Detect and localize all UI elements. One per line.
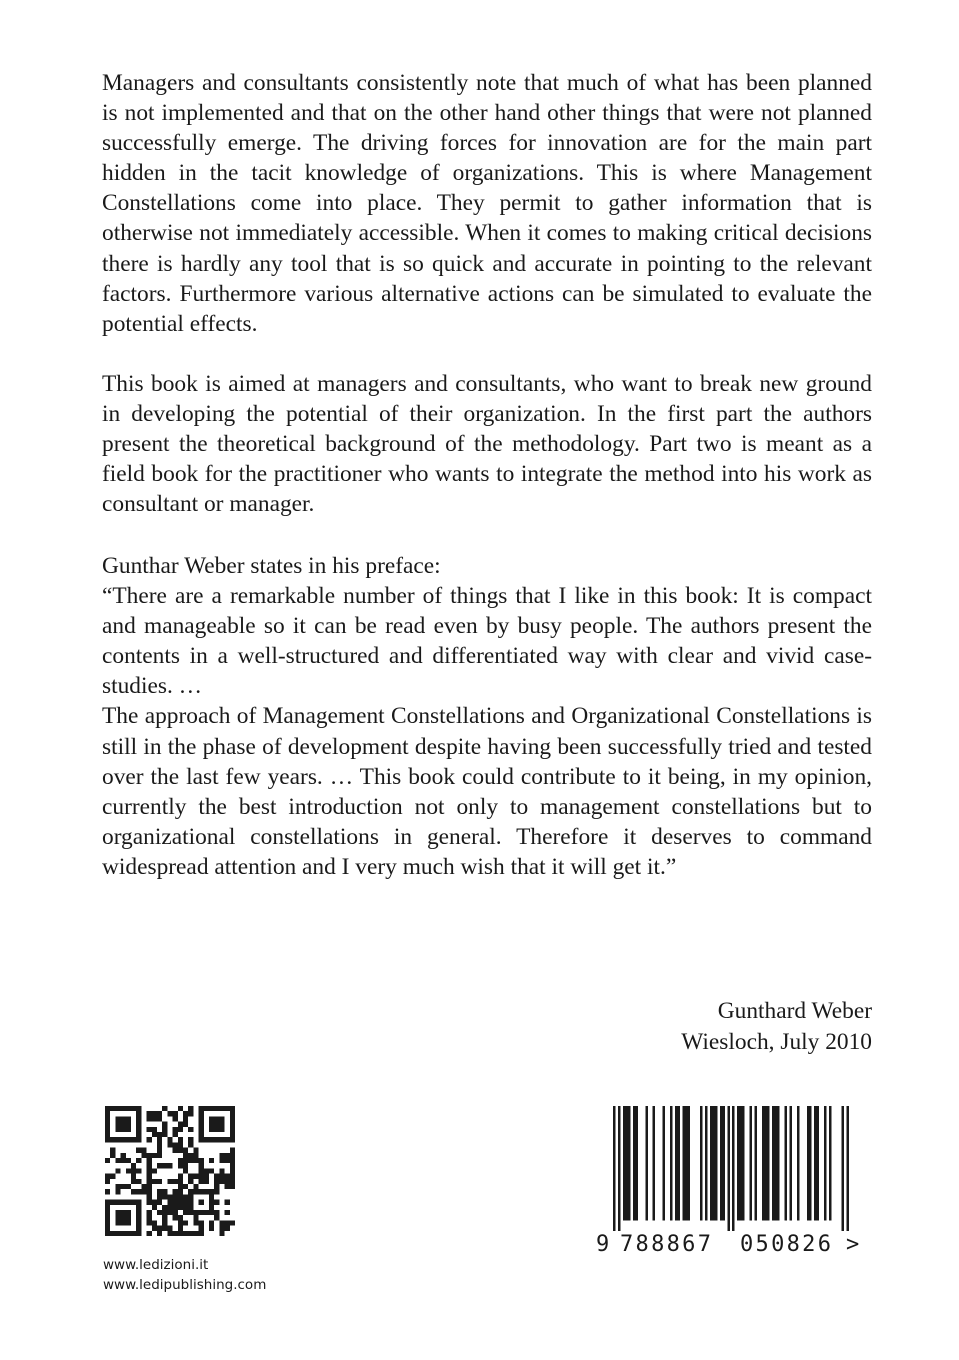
- barcode-bar: [824, 1106, 826, 1221]
- isbn-first-digit: 9: [596, 1232, 610, 1257]
- preface-intro: Gunthar Weber states in his preface:: [102, 553, 441, 579]
- barcode-bar: [742, 1106, 744, 1221]
- barcode-bar: [762, 1106, 764, 1221]
- barcode-bar: [814, 1106, 816, 1221]
- barcode-bar: [683, 1106, 685, 1221]
- barcode-bar: [663, 1106, 665, 1221]
- barcode-bar: [809, 1106, 811, 1221]
- barcode-bar: [633, 1106, 635, 1221]
- barcode-bar: [732, 1106, 734, 1231]
- barcode-bar: [688, 1106, 690, 1221]
- isbn-end-mark: >: [846, 1232, 860, 1257]
- preface-quote-part-2: The approach of Management Constellations and Organizational Constellations is still in the phase of development despite having been successfully tried and tested over the last few years. … This book could contribute to it being, in my opinion, currently the best introduction not only to management constellations but to organizational constellations in general. Therefore it deserves to command widespread attention and I very much wish that it will get it.”: [102, 703, 872, 880]
- barcode-bar: [767, 1106, 769, 1221]
- barcode-bar: [712, 1106, 714, 1221]
- barcode-bar: [727, 1106, 729, 1231]
- barcode-bar: [670, 1106, 672, 1221]
- barcode-bar: [700, 1106, 702, 1221]
- barcode-bar: [777, 1106, 779, 1221]
- barcode-bar: [613, 1106, 615, 1231]
- barcode-bar: [750, 1106, 752, 1221]
- barcode-bar: [685, 1106, 687, 1221]
- barcode-bar: [737, 1106, 739, 1221]
- barcode-bar: [653, 1106, 655, 1221]
- description-text-1: Managers and consultants consistently note that much of what has been planned is not implemented and that on the other hand other things that were not planned successfully emerge. The driving forces for innovation are for the main part hidden in the tacit knowledge of organizations. This is where Management Constellations come into place. They permit to gather information that is otherwise not immediately accessible. When it comes to making critical decisions there is hardly any tool that is so quick and accurate in pointing to the relevant factors. Furthermore various alternative actions can be simulated to evaluate the potential effects.: [102, 70, 872, 337]
- barcode-bar: [625, 1106, 627, 1221]
- isbn-left-group: 788867: [620, 1232, 714, 1257]
- barcode-bar: [807, 1106, 809, 1221]
- barcode-bar: [618, 1106, 620, 1231]
- barcode-bar: [797, 1106, 799, 1221]
- barcode-bar: [784, 1106, 786, 1221]
- description-paragraph-2: [102, 369, 872, 519]
- publisher-url-2[interactable]: www.ledipublishing.com: [103, 1277, 267, 1293]
- barcode-bar: [645, 1106, 647, 1221]
- barcode-bar: [635, 1106, 637, 1221]
- barcode-bar: [623, 1106, 625, 1221]
- barcode-bar: [678, 1106, 680, 1221]
- signature-place-date: Wiesloch, July 2010: [681, 1029, 872, 1055]
- isbn-barcode: [590, 1106, 870, 1261]
- barcode-bar: [740, 1106, 742, 1221]
- barcode-bar: [628, 1106, 630, 1221]
- barcode-bar: [829, 1106, 831, 1221]
- barcode-bar: [710, 1106, 712, 1221]
- barcode-bar: [847, 1106, 849, 1231]
- publisher-urls: [103, 1255, 266, 1295]
- barcode-bar: [772, 1106, 774, 1221]
- signature-block: [681, 996, 872, 1058]
- barcode-bar: [715, 1106, 717, 1221]
- description-text-2: This book is aimed at managers and consultants, who want to break new ground in developing the potential of their organization. In the first part the authors present the theoretical background of the methodology. Part two is meant as a field book for the practitioner who wants to integrate the method into his work as consultant or manager.: [102, 371, 872, 518]
- qr-code-icon: [105, 1106, 235, 1236]
- preface-quote-part-1: “There are a remarkable number of things that I like in this book: It is compact and manageable so it can be read even by busy people. The authors present the contents in a well-structured and differentiated way with clear and vivid case-studies. …: [102, 583, 872, 700]
- barcode-bar: [842, 1106, 844, 1231]
- barcode-bar: [720, 1106, 722, 1221]
- barcode-bar: [817, 1106, 819, 1221]
- description-paragraph-1: [102, 68, 872, 339]
- barcode-bar: [675, 1106, 677, 1221]
- signature-name: Gunthard Weber: [717, 998, 872, 1024]
- barcode-bar: [789, 1106, 791, 1221]
- barcode-bar: [774, 1106, 776, 1221]
- isbn-number: [590, 1232, 870, 1258]
- barcode-bars: [613, 1106, 849, 1231]
- isbn-right-group: 050826: [740, 1232, 834, 1257]
- publisher-url-1[interactable]: www.ledizioni.it: [103, 1257, 209, 1273]
- barcode-bar: [722, 1106, 724, 1221]
- barcode-bar: [705, 1106, 707, 1221]
- barcode-bar: [765, 1106, 767, 1221]
- barcode-bar: [755, 1106, 757, 1221]
- preface-quote-block: [102, 551, 872, 882]
